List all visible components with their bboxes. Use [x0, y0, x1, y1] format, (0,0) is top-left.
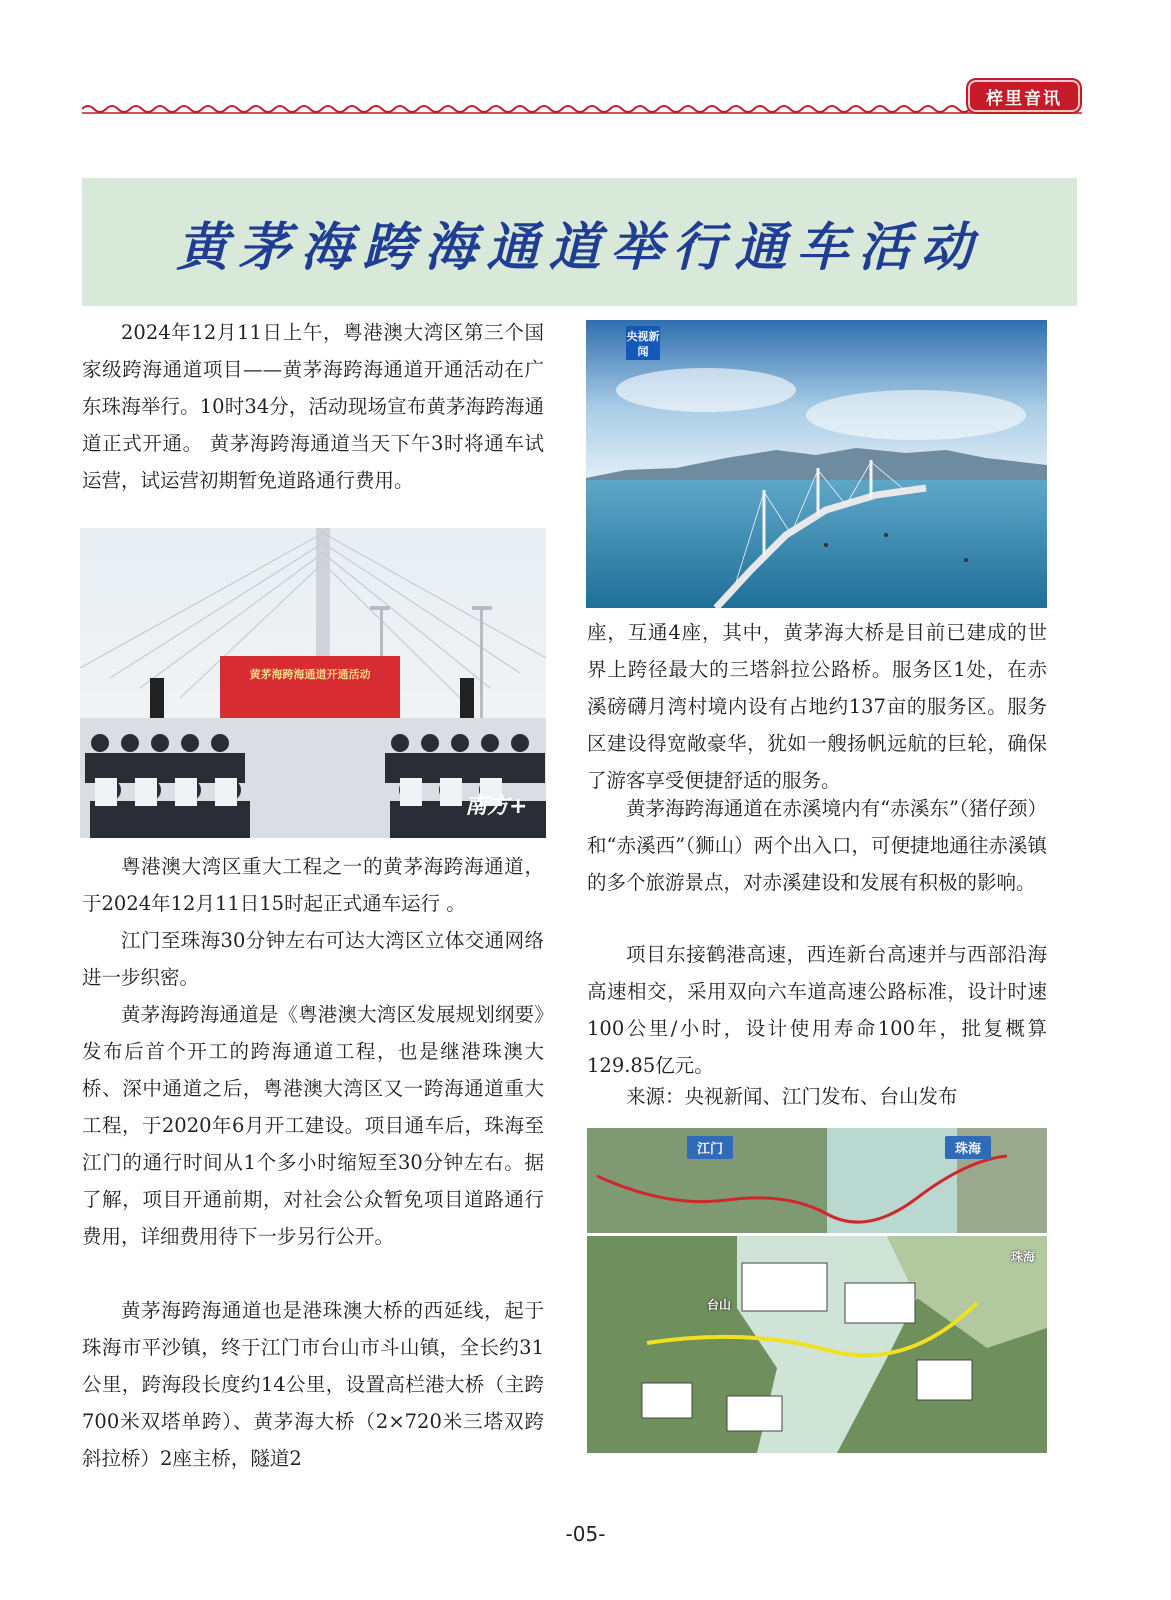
map-label-zhuhai-2: 珠海 — [1011, 1250, 1036, 1264]
header-wave-rule — [82, 100, 1082, 118]
left-paragraph-2: 粤港澳大湾区重大工程之一的黄茅海跨海通道，于2024年12月11日15时起正式通车运行 。 — [82, 855, 544, 915]
cctv-news-logo: 央视新闻 — [626, 326, 660, 360]
map-label-zhuhai: 珠海 — [945, 1136, 991, 1159]
ceremony-photo — [80, 528, 546, 838]
source-line: 来源：央视新闻、江门发布、台山发布 — [626, 1085, 958, 1108]
left-paragraph-1: 2024年12月11日上午，粤港澳大湾区第三个国家级跨海通道项目——黄茅海跨海通道开通活动在广东珠海举行。10时34分，活动现场宣布黄茅海跨海通道正式开通。 黄茅海跨海通道当天下午3时将通车试运营，试运营初期暂免道路通行费用。 — [82, 321, 544, 492]
right-paragraph-1: 座，互通4座，其中，黄茅海大桥是目前已建成的世界上跨径最大的三塔斜拉公路桥。服务区1处，在赤溪磅礴月湾村境内设有占地约137亩的服务区。服务区建设得宽敞豪华，犹如一艘扬帆远航的巨轮，确保了游客享受便捷舒适的服务。 — [587, 621, 1047, 792]
right-paragraph-3: 项目东接鹤港高速，西连新台高速并与西部沿海高速相交，采用双向六车道高速公路标准，设计时速100公里/小时，设计使用寿命100年，批复概算129.85亿元。 — [587, 943, 1047, 1077]
bridge-photo — [586, 320, 1047, 608]
route-map — [587, 1128, 1047, 1453]
title-band — [82, 178, 1077, 306]
map-label-taishan: 台山 — [707, 1298, 732, 1312]
page-number: -05- — [565, 1522, 606, 1546]
right-paragraph-2: 黄茅海跨海通道在赤溪境内有“赤溪东”（猪仔颈）和“赤溪西”（狮山）两个出入口，可便捷地通往赤溪镇的多个旅游景点，对赤溪建设和发展有积极的影响。 — [587, 797, 1047, 894]
left-paragraph-5: 黄茅海跨海通道也是港珠澳大桥的西延线，起于珠海市平沙镇，终于江门市台山市斗山镇，全长约31公里，跨海段长度约14公里，设置高栏港大桥（主跨700米双塔单跨）、黄茅海大桥（2×720米三塔双跨斜拉桥）2座主桥，隧道2 — [82, 1299, 544, 1470]
left-paragraph-4: 黄茅海跨海通道是《粤港澳大湾区发展规划纲要》发布后首个开工的跨海通道工程，也是继港珠澳大桥、深中通道之后，粤港澳大湾区又一跨海通道重大工程，于2020年6月开工建设。项目通车后，珠海至江门的通行时间从1个多小时缩短至30分钟左右。据了解，项目开通前期，对社会公众暂免项目道路通行费用，详细费用待下一步另行公开。 — [82, 1003, 544, 1248]
ceremony-banner-text: 黄茅海跨海通道开通活动 — [249, 668, 371, 681]
map-label-jiangmen: 江门 — [687, 1136, 733, 1159]
article-title: 黄茅海跨海通道举行通车活动 — [176, 217, 983, 278]
left-paragraph-3: 江门至珠海30分钟左右可达大湾区立体交通网络进一步织密。 — [82, 929, 544, 989]
ceremony-watermark: 南方+ — [465, 794, 528, 819]
section-badge: 梓里音讯 — [968, 80, 1080, 112]
